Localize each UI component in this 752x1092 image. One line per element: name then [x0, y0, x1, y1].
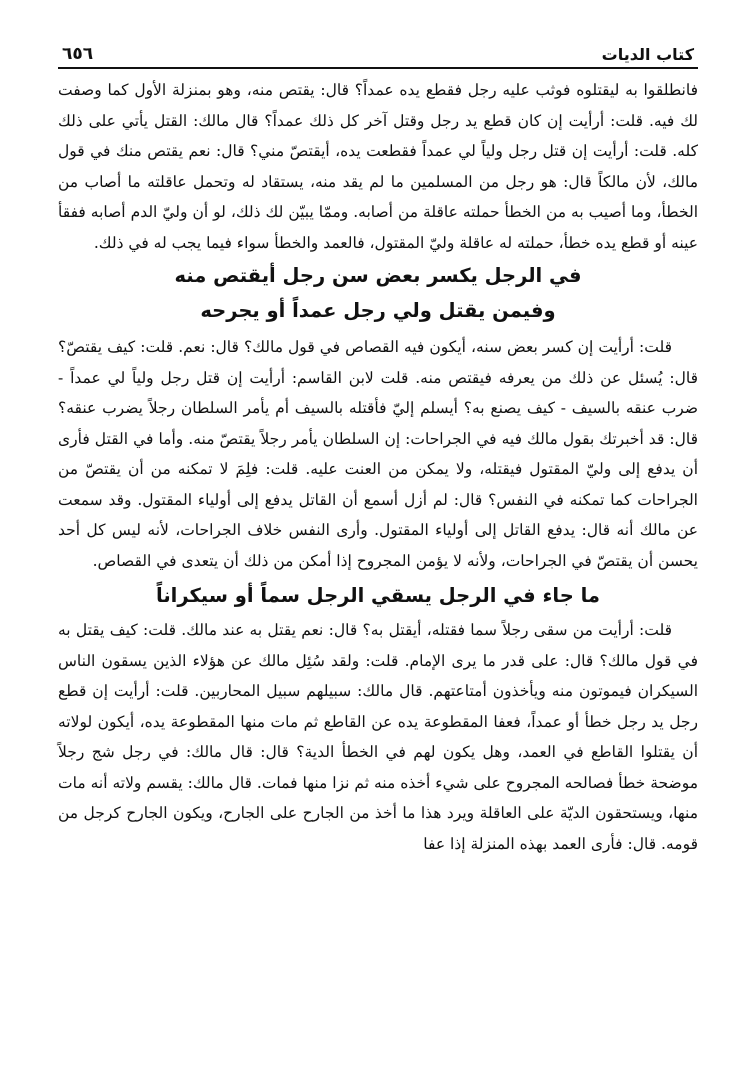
section-heading-line: ما جاء في الرجل يسقي الرجل سماً أو سيكراناً — [156, 584, 600, 607]
section-heading-line: في الرجل يكسر بعض سن رجل أيقتص منه — [174, 264, 582, 287]
paragraph-poison: قلت: أرأيت من سقى رجلاً سما فقتله، أيقتل به؟ قال: نعم يقتل به عند مالك. قلت: كيف يقتل به في قول مالك؟ قال: على قدر ما يرى الإمام. قلت: ولقد سُئِل مالك عن هؤلاء الذين يسقون الناس السيكران فيموتون منه ويأخذون أمتاعتهم. قال مالك: سبيلهم سبيل المحاربين. قلت: أرأيت إن قطع رجل يد رجل خطأ أو عمداً، فعفا المقطوعة يده عن القاطع ثم مات منها المقطوعة يده، أيكون لولاته أن يقتلوا القاطع في العمد، وهل يكون لهم في الخطأ الدية؟ قال: قال مالك: في رجل شج رجلاً موضحة خطأ فصالحه المجروح على شيء أخذه منه ثم نزا منها فمات. قال مالك: يقسم ولاته أنه مات منها، ويستحقون الديّة على العاقلة ويرد هذا ما أخذ من الجارح على الجارح، ويكون الجارح كرجل من قومه. قال: فأرى العمد بهذه المنزلة إذا عفا — [58, 621, 698, 853]
section-heading-poison — [58, 578, 698, 613]
book-title: كتاب الديات — [601, 45, 694, 64]
paragraph-tooth-breaking: قلت: أرأيت إن كسر بعض سنه، أيكون فيه القصاص في قول مالك؟ قال: نعم. قلت: كيف يقتصّ؟ قال: يُسئل عن ذلك من يعرفه فيقتص منه. قلت لابن القاسم: أرأيت إن قتل رجل ولياً لي عمداً - ضرب عنقه بالسيف - كيف يصنع به؟ أيسلم إليّ فأقتله بالسيف أم يأمر السلطان رجلاً يضرب عنقه؟ قال: قد أخبرتك بقول مالك فيه في الجراحات: إن السلطان يأمر رجلاً يقتصّ منه. وأما في القتل فأرى أن يدفع إلى وليّ المقتول فيقتله، ولا يمكن من العنت عليه. قلت: فلِمَ لا تمكنه من أن يقتصّ من الجراحات كما تمكنه في النفس؟ قال: لم أزل أسمع أن القاتل يدفع إلى أولياء المقتول. وقد سمعت عن مالك أنه قال: يدفع القاتل إلى أولياء المقتول. وأرى النفس خلاف الجراحات، لأنه ليس كل أحد يحسن أن يقتصّ في الجراحات، ولأنه لا يؤمن المجروح إذا أمكن من ذلك أن يتعدى في القصاص. — [58, 338, 698, 570]
page-body — [58, 75, 698, 859]
page-number: ٦٥٦ — [62, 44, 94, 64]
section-heading-tooth-breaking — [58, 258, 698, 328]
page-header — [58, 38, 698, 69]
book-page — [58, 38, 698, 1078]
paragraph-opening: فانطلقوا به ليقتلوه فوثب عليه رجل فقطع يده عمداً؟ قال: يقتص منه، وهو بمنزلة الأول كما وصفت لك فيه. قلت: أرأيت إن كان قطع يد رجل وقتل آخر كل ذلك عمداً؟ قال مالك: القتل يأتي على ذلك كله. قلت: أرأيت إن قتل رجل ولياً لي عمداً فقطعت يده، أيقتصّ مني؟ قال: نعم يقتص منك في قول مالك، لأن مالكاً قال: هو رجل من المسلمين ما لم يقد منه، يستقاد له وتحمل عاقلته ما أصاب من الخطأ، وما أصيب به من الخطأ حملته عاقلة من أصابه. وممّا يبيّن لك ذلك، لو أن وليّ الدم أصابه ففقأ عينه أو قطع يده خطأ، حملته له عاقلة وليّ المقتول، فالعمد والخطأ سواء فيما يجب له في ذلك. — [58, 81, 698, 252]
section-heading-line: وفيمن يقتل ولي رجل عمداً أو يجرحه — [200, 299, 556, 322]
